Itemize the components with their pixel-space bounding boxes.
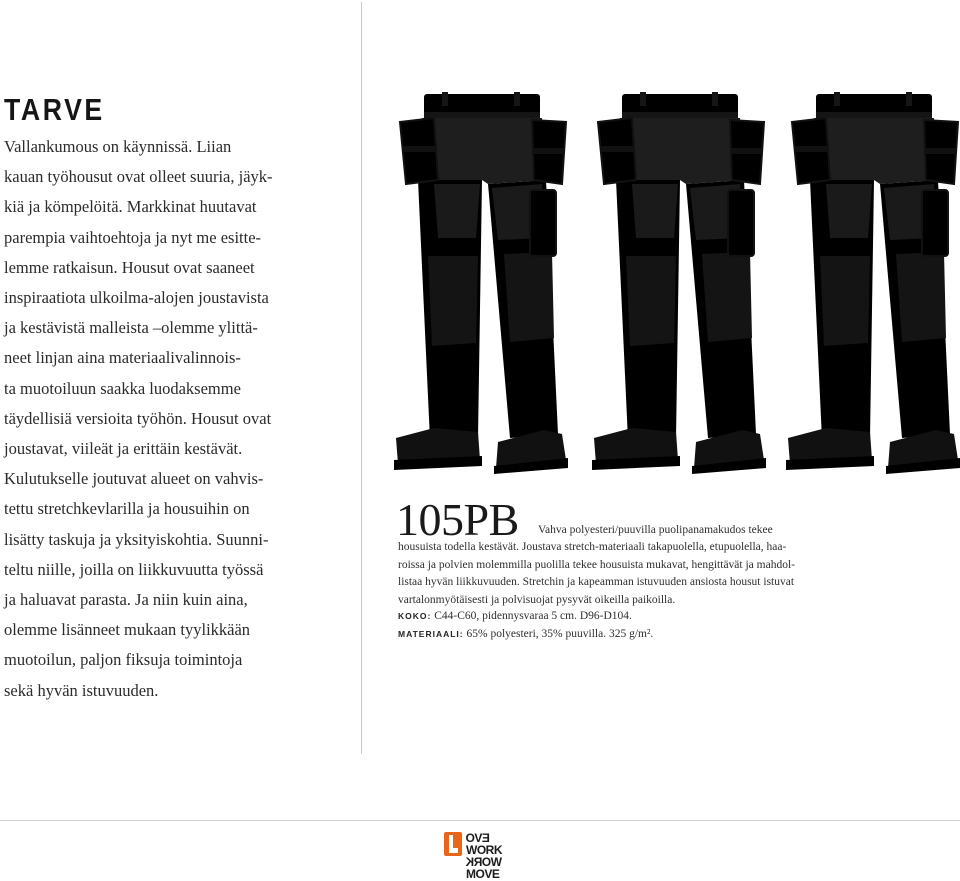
desc-line: listaa hyvän liikkuvuuden. Stretchin ja kapeamman istuvuuden ansiosta housut istuvat [398,576,795,589]
product-description [398,539,868,609]
intro-line: ja kestävistä malleista –olemme ylittä- [4,318,258,338]
intro-line: kauan työhousut ovat olleet suuria, jäyk- [4,167,273,187]
intro-line: sekä hyvän istuvuuden. [4,680,159,700]
intro-text [4,132,334,706]
intro-line: tettu stretchkevlarilla ja housuihin on [4,499,250,519]
desc-line: housuista todella kestävät. Joustava stretch-materiaali takapuolella, etupuolella, haa- [398,541,787,553]
intro-line: lemme ratkaisun. Housut ovat saaneet [4,257,255,277]
brand-mirror-2: WORK [466,855,502,869]
trouser-brown [394,92,568,474]
intro-line: inspiraatiota ulkoilma-alojen joustavista [4,288,269,308]
trouser-grey [786,92,960,474]
material-spec [398,626,653,644]
product-photo [394,88,960,500]
trouser-black [592,92,766,474]
product-model: 105PB [396,494,519,545]
intro-line: ta muotoiluun saakka luodaksemme [4,378,241,398]
intro-line: Kulutukselle joutuvat alueet on vahvis- [4,469,264,489]
intro-line: lisätty taskuja ja yksityiskohtia. Suunni- [4,529,269,549]
brand-line-1: WORK [466,843,502,857]
size-spec [398,608,632,626]
brand-mirror-1: EVO [466,831,490,845]
intro-line: ja haluavat parasta. Ja niin kuin aina, [4,590,248,610]
material-label: MATERIAALI: [398,629,464,639]
desc-line: vartalonmyötäisesti ja polvisuojat pysyvät oikeilla paikoilla. [398,593,676,606]
desc-line: roissa ja polvien molemmilla puolilla tekee housuista mukavat, hengittävät ja mahdol- [398,558,795,571]
size-label: KOKO: [398,611,432,621]
intro-line: Vallankumous on käynnissä. Liian [4,137,232,156]
intro-line: parempia vaihtoehtoja ja nyt me esitte- [4,227,262,247]
footer-divider [0,820,960,821]
intro-line: teltu niille, joilla on liikkuvuutta työssä [4,559,264,579]
intro-line: neet linjan aina materiaalivalinnois- [4,348,241,368]
brand-line-2: MOVE [466,867,500,881]
intro-line: olemme lisänneet mukaan tyylikkään [4,620,251,640]
intro-line: täydellisiä versioita työhön. Housut ovat [4,408,272,428]
intro-line: kiä ja kömpelöitä. Markkinat huutavat [4,197,257,217]
material-value: 65% polyesteri, 35% puuvilla. 325 g/m². [466,628,654,640]
intro-line: joustavat, viileät ja erittäin kestävät. [4,439,243,459]
column-divider [361,2,362,754]
product-desc-first-line: Vahva polyesteri/puuvilla puolipanamakudos tekee [538,524,773,536]
size-value: C44-C60, pidennysvaraa 5 cm. D96-D104. [434,610,632,622]
intro-line: muotoilun, paljon fiksuja toimintoja [4,650,243,670]
brand-wordmark [466,832,502,880]
section-heading: TARVE [4,92,105,127]
